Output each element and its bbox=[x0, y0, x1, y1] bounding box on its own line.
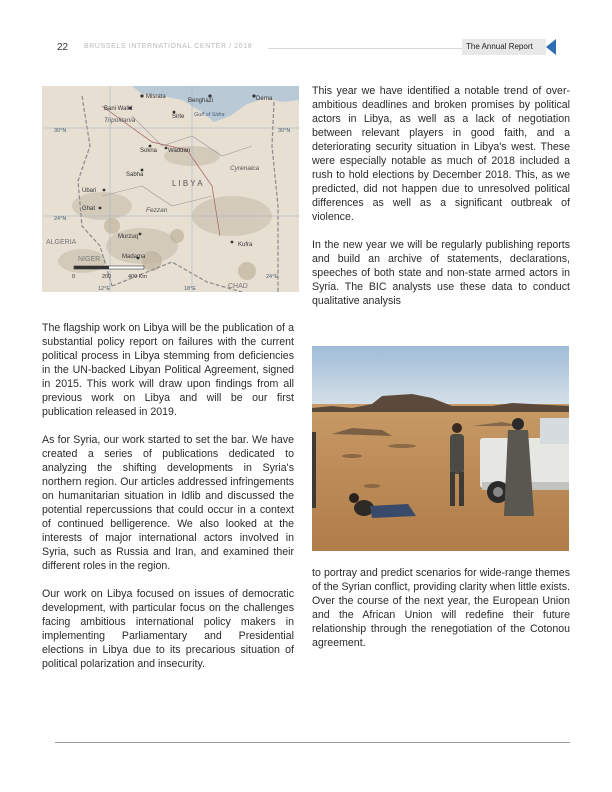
organization-name: BRUSSELS INTERNATIONAL CENTER / 2018 bbox=[84, 43, 253, 50]
map-label-fezzan: Fezzan bbox=[146, 207, 168, 214]
map-label-lat30-west: 30°N bbox=[54, 128, 67, 134]
map-label-benghazi: Benghazi bbox=[188, 98, 214, 104]
map-label-madama: Madama bbox=[122, 254, 146, 260]
paragraph-libya-trends: This year we have identified a notable trend of over-ambitious deadlines and broken promises by political actors in Libya, as well as a lack of negotiation between relevant players in good faith, and a deteriorating security situation in Libya's west. These were especially notable as much of 2018 included a rush to hold elections by December 2018. This, as we predicted, did not happen due to unresolved political differences as well as a significant outbreak of violence. bbox=[312, 85, 570, 223]
paragraph-syria-scenarios: to portray and predict scenarios for wide-range themes of the Syrian conflict, providing clarity when little exists. Over the course of the next year, the European Union and the African Union will redefine their future relationship through the renegotiation of the Cotonou agreement. bbox=[312, 567, 570, 649]
map-label-algeria: ALGERIA bbox=[46, 239, 77, 246]
paragraph-libya-flagship: The flagship work on Libya will be the publication of a substantial policy report on failures with the current political process in Libya stemming from deficiencies in the UN-backed Libyan Political Agreement, signed in 2015. This work will draw upon findings from all previous work on Libya and will be our first publication released in 2019. bbox=[42, 322, 294, 418]
right-column-bottom-text bbox=[312, 566, 570, 650]
map-label-niger: NIGER bbox=[78, 256, 101, 263]
map-scale-0: 0 bbox=[72, 274, 76, 280]
map-label-libya: L I B Y A bbox=[172, 179, 203, 188]
map-scale-400: 400 Km bbox=[128, 274, 147, 280]
map-label-sokna: Sokna bbox=[140, 148, 158, 154]
left-column-text bbox=[42, 321, 294, 671]
map-label-bani-walid: Bani Walid bbox=[104, 106, 133, 112]
map-label-kufra: Kufra bbox=[238, 242, 253, 248]
map-label-cyrenaica: Cyrenaica bbox=[230, 165, 260, 172]
map-label-lon18: 18°E bbox=[184, 286, 196, 292]
map-label-misrata: Misrata bbox=[146, 94, 166, 100]
map-label-waddan: Waddan bbox=[168, 148, 191, 154]
map-label-sirte: Sirte bbox=[172, 114, 185, 120]
map-label-lat24-west: 24°N bbox=[54, 216, 67, 222]
libya-map-image bbox=[42, 86, 299, 292]
map-label-lat30-east: 30°N bbox=[278, 128, 291, 134]
map-label-murzuq: Murzuq bbox=[118, 234, 139, 240]
desert-photo bbox=[312, 346, 569, 551]
right-column-top-text bbox=[312, 84, 570, 308]
footer-divider bbox=[55, 742, 570, 743]
page-header bbox=[0, 38, 612, 58]
map-label-gulf: Gulf of Sidra bbox=[194, 112, 225, 118]
desert-photo-graphic bbox=[312, 346, 569, 551]
map-label-tripolitania: Tripolitania bbox=[104, 117, 136, 124]
map-scale-200: 200 bbox=[102, 274, 112, 280]
report-tag-arrow-icon bbox=[546, 39, 556, 55]
paragraph-libya-democracy: Our work on Libya focused on issues of democratic development, with particular focus on the challenges facing ambitious international policy makers in implementing Parliamentary and Presidential elections in Libya due to its precarious situation of political polarization and insecurity. bbox=[42, 588, 294, 670]
paragraph-syria-work: As for Syria, our work started to set the bar. We have created a series of publications dedicated to analyzing the shifting developments in Syria's northern region. Our articles addressed infringements on humanitarian situation in Idlib and discussed the potential repercussions that could occur in a context of continued belligerence. We also looked at the interests of major international actors involved in Syria, such as Russia and Iran, and examined their different roles in the region. bbox=[42, 434, 294, 572]
report-title-tag: The Annual Report bbox=[462, 39, 546, 55]
header-divider bbox=[268, 48, 462, 49]
page-number: 22 bbox=[57, 42, 69, 53]
map-label-ghat: Ghat bbox=[82, 206, 96, 212]
paragraph-new-year: In the new year we will be regularly publishing reports and build an archive of statements, declarations, speeches of both state and non-state armed actors in Syria. The BIC analysts use these data to conduct qualitative analysis bbox=[312, 239, 570, 307]
map-label-lon24: 24°E bbox=[266, 274, 278, 280]
map-label-chad: CHAD bbox=[228, 283, 248, 290]
map-label-derna: Derna bbox=[256, 96, 273, 102]
map-label-lon12: 12°E bbox=[98, 286, 110, 292]
map-label-sabha: Sabha bbox=[126, 172, 144, 178]
map-label-ubari: Ubari bbox=[82, 188, 97, 194]
libya-map-graphic bbox=[42, 86, 299, 292]
